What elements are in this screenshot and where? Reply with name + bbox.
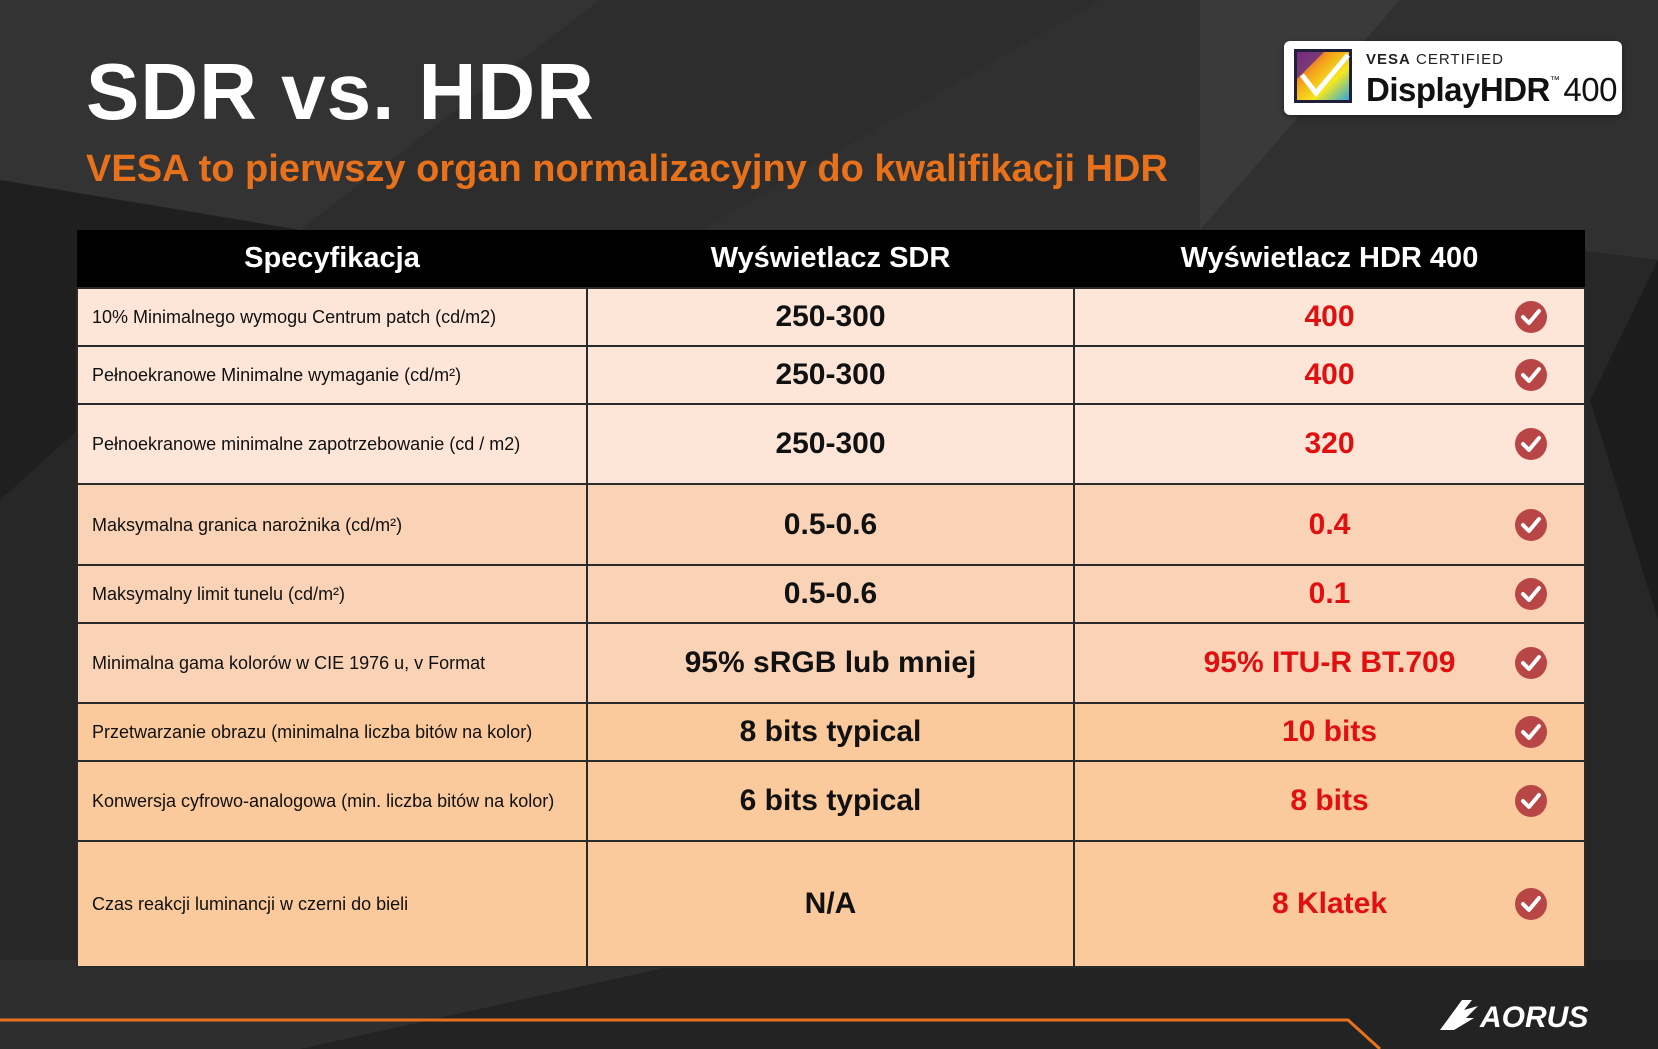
page-subtitle: VESA to pierwszy organ normalizacyjny do kwalifikacji HDR bbox=[86, 148, 1168, 190]
footer-accent-line bbox=[0, 1018, 1658, 1049]
sdr-value: 250-300 bbox=[587, 288, 1074, 346]
header-spec: Specyfikacja bbox=[77, 230, 587, 288]
hdr-cell bbox=[1074, 346, 1585, 404]
sdr-value: 6 bits typical bbox=[587, 761, 1074, 841]
spec-cell: Pełnoekranowe Minimalne wymaganie (cd/m²) bbox=[77, 346, 587, 404]
check-circle-icon bbox=[1514, 508, 1548, 542]
sdr-value: 250-300 bbox=[587, 404, 1074, 484]
page-title: SDR vs. HDR bbox=[86, 47, 595, 136]
table-row bbox=[77, 404, 1585, 484]
table-row bbox=[77, 565, 1585, 623]
spec-cell: Konwersja cyfrowo-analogowa (min. liczba bitów na kolor) bbox=[77, 761, 587, 841]
table-header-row bbox=[77, 230, 1585, 288]
spec-cell: Czas reakcji luminancji w czerni do bieli bbox=[77, 841, 587, 967]
hdr-value: 10 bits bbox=[1281, 715, 1378, 748]
aorus-brand-text: AORUS bbox=[1480, 1001, 1589, 1034]
spec-cell: Maksymalny limit tunelu (cd/m²) bbox=[77, 565, 587, 623]
spec-cell: Maksymalna granica narożnika (cd/m²) bbox=[77, 484, 587, 565]
sdr-value: 8 bits typical bbox=[587, 703, 1074, 761]
sdr-value: N/A bbox=[587, 841, 1074, 967]
table-row bbox=[77, 761, 1585, 841]
hdr-value: 0.4 bbox=[1308, 507, 1351, 541]
table-row bbox=[77, 841, 1585, 967]
hdr-cell bbox=[1074, 703, 1585, 761]
vesa-certified-badge bbox=[1284, 41, 1622, 115]
check-circle-icon bbox=[1514, 715, 1548, 749]
check-circle-icon bbox=[1514, 358, 1548, 392]
sdr-value: 250-300 bbox=[587, 346, 1074, 404]
sdr-value: 95% sRGB lub mniej bbox=[587, 623, 1074, 703]
spec-cell: Pełnoekranowe minimalne zapotrzebowanie (cd / m2) bbox=[77, 404, 587, 484]
hdr-value: 8 Klatek bbox=[1271, 887, 1388, 920]
hdr-cell bbox=[1074, 288, 1585, 346]
hdr-cell bbox=[1074, 565, 1585, 623]
hdr-cell bbox=[1074, 404, 1585, 484]
table-row bbox=[77, 346, 1585, 404]
hdr-value: 400 bbox=[1304, 300, 1355, 333]
hdr-value: 95% ITU-R BT.709 bbox=[1203, 646, 1456, 679]
spec-cell: Minimalna gama kolorów w CIE 1976 u, v Format bbox=[77, 623, 587, 703]
spec-cell: 10% Minimalnego wymogu Centrum patch (cd/m2) bbox=[77, 288, 587, 346]
hdr-value: 400 bbox=[1304, 358, 1355, 391]
table-row bbox=[77, 288, 1585, 346]
vesa-displayhdr-logo bbox=[1294, 49, 1356, 107]
table-row bbox=[77, 623, 1585, 703]
hdr-value: 320 bbox=[1304, 427, 1355, 460]
check-circle-icon bbox=[1514, 300, 1548, 334]
displayhdr-label: DisplayHDR™ 400 bbox=[1366, 71, 1617, 108]
vesa-certified-label: VESA CERTIFIED bbox=[1366, 51, 1504, 68]
check-circle-icon bbox=[1514, 887, 1548, 921]
spec-cell: Przetwarzanie obrazu (minimalna liczba bitów na kolor) bbox=[77, 703, 587, 761]
hdr-value: 0.1 bbox=[1308, 577, 1351, 610]
check-circle-icon bbox=[1514, 577, 1548, 611]
header-hdr: Wyświetlacz HDR 400 bbox=[1074, 230, 1585, 288]
check-circle-icon bbox=[1514, 427, 1548, 461]
header-sdr: Wyświetlacz SDR bbox=[587, 230, 1074, 288]
hdr-value: 8 bits bbox=[1290, 784, 1369, 817]
hdr-cell bbox=[1074, 484, 1585, 565]
sdr-value: 0.5-0.6 bbox=[587, 484, 1074, 565]
hdr-cell bbox=[1074, 841, 1585, 967]
spec-comparison-table bbox=[76, 230, 1586, 968]
check-circle-icon bbox=[1514, 646, 1548, 680]
hdr-cell bbox=[1074, 761, 1585, 841]
table-row bbox=[77, 484, 1585, 565]
table-row bbox=[77, 703, 1585, 761]
hdr-cell bbox=[1074, 623, 1585, 703]
sdr-value: 0.5-0.6 bbox=[587, 565, 1074, 623]
aorus-eagle-logo bbox=[1438, 994, 1608, 1034]
check-circle-icon bbox=[1514, 784, 1548, 818]
